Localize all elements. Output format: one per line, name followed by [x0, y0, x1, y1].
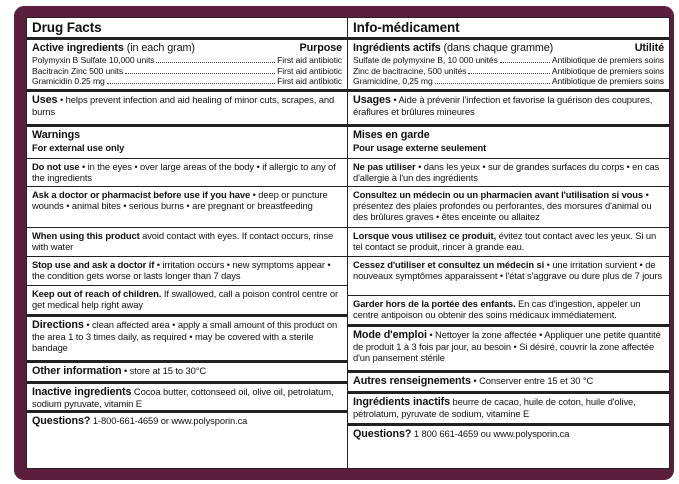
ne-pas-utiliser-section: Ne pas utiliser • dans les yeux • sur de grandes surfaces du corps • en cas d'allergie à l'un des ingrédients: [348, 159, 669, 187]
mode-emploi-section: Mode d'emploi • Nettoyer la zone affectée • Appliquer une petite quantité de produit 1 à 3 fois par jour, au besoin • Si désiré, couvrir la zone affectée d'un pansement stérile: [348, 327, 669, 373]
uses-heading: Uses: [32, 94, 58, 106]
do-not-use-section: Do not use • in the eyes • over large areas of the body • if allergic to any of the ingredients: [27, 159, 347, 187]
ingredients-inactifs-section: Ingrédients inactifs beurre de cacao, huile de coton, huile d'olive, pétrolatum, pyruvate de sodium, vitamine E: [348, 394, 669, 426]
warnings-section: [27, 127, 347, 159]
ingredient-row: Sulfate de polymyxine B, 10 000 unités Antibiotique de premiers soins: [353, 55, 664, 65]
drug-facts-title: Drug Facts: [27, 18, 347, 40]
active-ingredients-sub: (in each gram): [126, 42, 195, 54]
questions-fr-section: Questions? 1 800 661-4659 ou www.polysporin.ca: [353, 428, 570, 440]
uses-section: Uses • helps prevent infection and aid healing of minor cuts, scrapes, and burns: [27, 92, 347, 127]
utilite-heading: Utilité: [634, 42, 664, 54]
ingredients-actifs-section: Ingrédients actifs (dans chaque gramme) Utilité Sulfate de polymyxine B, 10 000 unités Antibiotique de premiers soins Zinc de bacitracine, 500 unités Antibiotique de premiers soins Gramicidine, 0,25 mg Antibiotique de premiers soins: [348, 40, 669, 92]
french-column: [348, 18, 669, 468]
directions-section: Directions • clean affected area • apply a small amount of this product on the area 1 to 3 times daily, as required • may be covered with a sterile bandage: [27, 317, 347, 363]
other-information-section: Other information • store at 15 to 30°C: [27, 363, 347, 384]
ingredient-row: Gramicidine, 0,25 mg Antibiotique de premiers soins: [353, 76, 664, 87]
warnings-heading: Warnings: [32, 129, 80, 141]
ingredient-row: Gramicidin 0.25 mg First aid antibiotic: [32, 76, 342, 87]
garder-hors-section: Garder hors de la portée des enfants. En cas d'ingestion, appeler un centre antipoison ou obtenir des soins médicaux immédiatement.: [348, 296, 669, 327]
questions-section: Questions? 1-800-661-4659 or www.polysporin.ca: [32, 415, 248, 427]
info-medicament-title: Info-médicament: [348, 18, 669, 40]
drug-facts-panel: [26, 17, 670, 469]
consultez-section: Consultez un médecin ou un pharmacien avant l'utilisation si vous • présentez des plaies profondes ou perforantes, des morsures d'animal ou des brûlures graves • êtes enceinte ou allaitez: [348, 187, 669, 228]
active-ingredients-section: [27, 40, 347, 92]
when-using-section: When using this product avoid contact with eyes. If contact occurs, rinse with water: [27, 228, 347, 257]
english-column: [27, 18, 348, 468]
inactive-ingredients-section: Inactive ingredients Cocoa butter, cottonseed oil, olive oil, petrolatum, sodium pyruvate, vitamin E: [27, 384, 347, 413]
mises-en-garde-section: Mises en garde Pour usage externe seulement: [348, 127, 669, 159]
ask-doctor-section: Ask a doctor or pharmacist before use if you have • deep or puncture wounds • animal bites • serious burns • are pregnant or breastfeeding: [27, 187, 347, 228]
ingredient-row: Bacitracin Zinc 500 units First aid antibiotic: [32, 65, 342, 76]
lorsque-section: Lorsque vous utilisez ce produit, évitez tout contact avec les yeux. Si un tel contact se produit, rincer à grande eau.: [348, 228, 669, 257]
autres-renseignements-section: Autres renseignements • Conserver entre 15 et 30 °C: [348, 373, 669, 394]
ingredient-row: Polymyxin B Sulfate 10,000 units First aid antibiotic: [32, 55, 342, 65]
ingredients-actifs-heading: Ingrédients actifs: [353, 42, 441, 54]
cessez-section: Cessez d'utiliser et consultez un médecin si • une irritation survient • de nouveaux symptômes apparaissent • l'état s'aggrave ou dure plus de 7 jours: [348, 257, 669, 296]
ingredient-row: Zinc de bacitracine, 500 unités Antibiotique de premiers soins: [353, 65, 664, 76]
stop-use-section: Stop use and ask a doctor if • irritation occurs • new symptoms appear • the condition gets worse or lasts longer than 7 days: [27, 257, 347, 286]
usages-section: Usages • Aide à prévenir l'infection et favorise la guérison des coupures, éraflures et brûlures mineures: [348, 92, 669, 127]
warnings-sub: For external use only: [32, 142, 125, 153]
keep-out-section: Keep out of reach of children. If swallowed, call a poison control centre or get medical help right away: [27, 286, 347, 317]
purpose-heading: Purpose: [299, 42, 342, 54]
active-ingredients-heading: Active ingredients: [32, 42, 124, 54]
